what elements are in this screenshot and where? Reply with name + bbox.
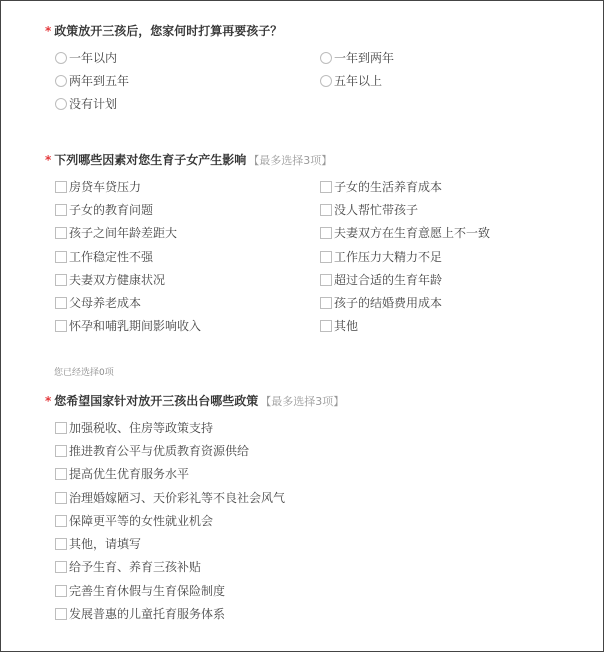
checkbox[interactable]: [55, 585, 67, 597]
checkbox[interactable]: [55, 204, 67, 216]
q1-option[interactable]: [55, 46, 320, 69]
required-mark: *: [45, 153, 52, 167]
option-label: 五年以上: [334, 73, 383, 88]
option-label: 工作压力大精力不足: [334, 249, 443, 264]
q1-option[interactable]: [320, 69, 585, 92]
checkbox[interactable]: [55, 468, 67, 480]
checkbox[interactable]: [55, 538, 67, 550]
q3-option[interactable]: [55, 416, 583, 439]
q3-option[interactable]: [55, 556, 583, 579]
q3-option[interactable]: [55, 509, 583, 532]
option-label: 推进教育公平与优质教育资源供给: [69, 443, 250, 458]
option-label: 完善生育休假与生育保险制度: [69, 583, 226, 598]
option-label: 发展普惠的儿童托育服务体系: [69, 607, 226, 622]
option-label: 其他，请填写: [69, 537, 142, 552]
checkbox[interactable]: [320, 251, 332, 263]
question-1-title: [46, 23, 583, 39]
option-label: 保障更平等的女性就业机会: [69, 513, 214, 528]
radio-button[interactable]: [55, 98, 67, 110]
q2-option[interactable]: [55, 291, 320, 314]
option-label: 提高优生优育服务水平: [69, 467, 190, 482]
q2-option[interactable]: [320, 268, 585, 291]
max-select-hint: 【最多选择3项】: [248, 154, 333, 167]
option-label: 孩子之间年龄差距大: [69, 226, 178, 241]
q3-option[interactable]: [55, 439, 583, 462]
checkbox[interactable]: [55, 274, 67, 286]
option-label: 工作稳定性不强: [69, 249, 154, 264]
question-3-options: [55, 416, 583, 626]
q3-option[interactable]: [55, 532, 583, 555]
question-2-title-text: 下列哪些因素对您生育子女产生影响: [54, 153, 247, 167]
radio-button[interactable]: [320, 52, 332, 64]
option-label: 超过合适的生育年龄: [334, 272, 443, 287]
checkbox[interactable]: [320, 274, 332, 286]
checkbox[interactable]: [55, 422, 67, 434]
radio-button[interactable]: [55, 52, 67, 64]
checkbox[interactable]: [55, 515, 67, 527]
q3-option[interactable]: [55, 486, 583, 509]
radio-button[interactable]: [320, 75, 332, 87]
q1-option[interactable]: [55, 69, 320, 92]
q2-option[interactable]: [55, 268, 320, 291]
checkbox[interactable]: [55, 492, 67, 504]
question-1: [46, 23, 583, 116]
q2-option[interactable]: [55, 198, 320, 221]
checkbox[interactable]: [320, 320, 332, 332]
q3-option[interactable]: [55, 579, 583, 602]
selection-counter: 您已经选择0项: [54, 368, 114, 378]
question-2: [46, 152, 583, 338]
option-label: 一年以内: [69, 50, 118, 65]
question-2-title: [46, 152, 583, 168]
option-label: 没人帮忙带孩子: [334, 202, 419, 217]
option-label: 子女的生活养育成本: [334, 179, 443, 194]
checkbox[interactable]: [55, 320, 67, 332]
option-label: 房贷车贷压力: [69, 179, 142, 194]
option-label: 夫妻双方在生育意愿上不一致: [334, 226, 491, 241]
option-label: 夫妻双方健康状况: [69, 272, 166, 287]
option-label: 加强税收、住房等政策支持: [69, 420, 214, 435]
checkbox[interactable]: [55, 445, 67, 457]
q2-option[interactable]: [320, 245, 585, 268]
q2-option[interactable]: [55, 222, 320, 245]
checkbox[interactable]: [55, 608, 67, 620]
option-label: 孩子的结婚费用成本: [334, 296, 443, 311]
q2-option[interactable]: [320, 315, 585, 338]
q2-option[interactable]: [320, 198, 585, 221]
option-label: 一年到两年: [334, 50, 395, 65]
q2-option[interactable]: [320, 175, 585, 198]
q2-option[interactable]: [55, 175, 320, 198]
checkbox[interactable]: [55, 181, 67, 193]
option-label: 怀孕和哺乳期间影响收入: [69, 319, 202, 334]
option-label: 治理婚嫁陋习、天价彩礼等不良社会风气: [69, 490, 286, 505]
checkbox[interactable]: [320, 204, 332, 216]
question-2-options: [55, 175, 583, 338]
option-label: 其他: [334, 319, 359, 334]
q2-option[interactable]: [320, 291, 585, 314]
q1-option[interactable]: [320, 46, 585, 69]
checkbox[interactable]: [320, 297, 332, 309]
radio-button[interactable]: [55, 75, 67, 87]
q2-option[interactable]: [320, 222, 585, 245]
option-label: 子女的教育问题: [69, 202, 154, 217]
question-3: [46, 393, 583, 626]
q3-option[interactable]: [55, 463, 583, 486]
checkbox[interactable]: [55, 297, 67, 309]
question-1-title-text: 政策放开三孩后，您家何时打算再要孩子？: [54, 24, 283, 38]
q2-option[interactable]: [55, 245, 320, 268]
checkbox[interactable]: [55, 561, 67, 573]
option-label: 两年到五年: [69, 73, 130, 88]
option-label: 给予生育、养育三孩补贴: [69, 560, 202, 575]
q1-option[interactable]: [55, 93, 320, 116]
checkbox[interactable]: [320, 181, 332, 193]
q3-option[interactable]: [55, 602, 583, 625]
checkbox[interactable]: [55, 227, 67, 239]
required-mark: *: [45, 24, 52, 38]
question-3-title-text: 您希望国家针对放开三孩出台哪些政策: [54, 394, 259, 408]
option-label: 没有计划: [69, 97, 118, 112]
max-select-hint: 【最多选择3项】: [260, 395, 345, 408]
required-mark: *: [45, 394, 52, 408]
option-label: 父母养老成本: [69, 296, 142, 311]
question-1-options: [55, 46, 583, 116]
checkbox[interactable]: [320, 227, 332, 239]
q2-option[interactable]: [55, 315, 320, 338]
checkbox[interactable]: [55, 251, 67, 263]
question-3-title: [46, 393, 583, 409]
